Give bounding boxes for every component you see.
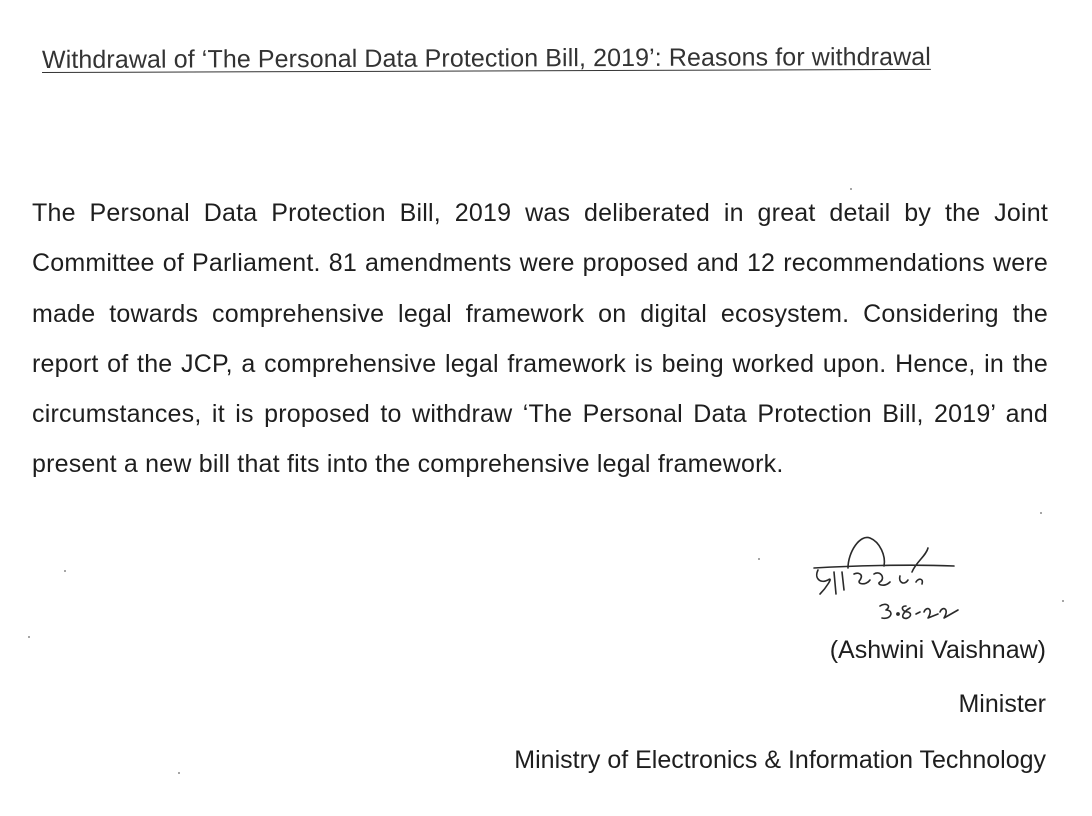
scan-speck	[850, 188, 852, 190]
document-body: The Personal Data Protection Bill, 2019 was deliberated in great detail by the Joint Committee of Parliament. 81 amendments were proposed and 12 recommendations were made towards comprehensive legal framework on digital ecosystem. Considering the report of the JCP, a comprehensive legal framework is being worked upon. Hence, in the circumstances, it is proposed to withdraw ‘The Personal Data Protection Bill, 2019’ and present a new bill that fits into the comprehensive legal framework.	[32, 199, 1048, 479]
scan-speck	[1062, 600, 1064, 602]
scan-speck	[64, 570, 66, 572]
handwritten-signature	[808, 528, 968, 628]
signatory-name: (Ashwini Vaishnaw)	[829, 636, 1046, 664]
document-title: Withdrawal of ‘The Personal Data Protection Bill, 2019’: Reasons for withdrawal	[41, 42, 931, 74]
scan-speck	[28, 636, 30, 638]
signatory-designation: Minister	[958, 690, 1046, 718]
scan-speck	[1040, 512, 1042, 514]
signatory-ministry: Ministry of Electronics & Information Technology	[514, 746, 1046, 774]
scan-speck	[178, 772, 180, 774]
scan-speck	[758, 558, 760, 560]
